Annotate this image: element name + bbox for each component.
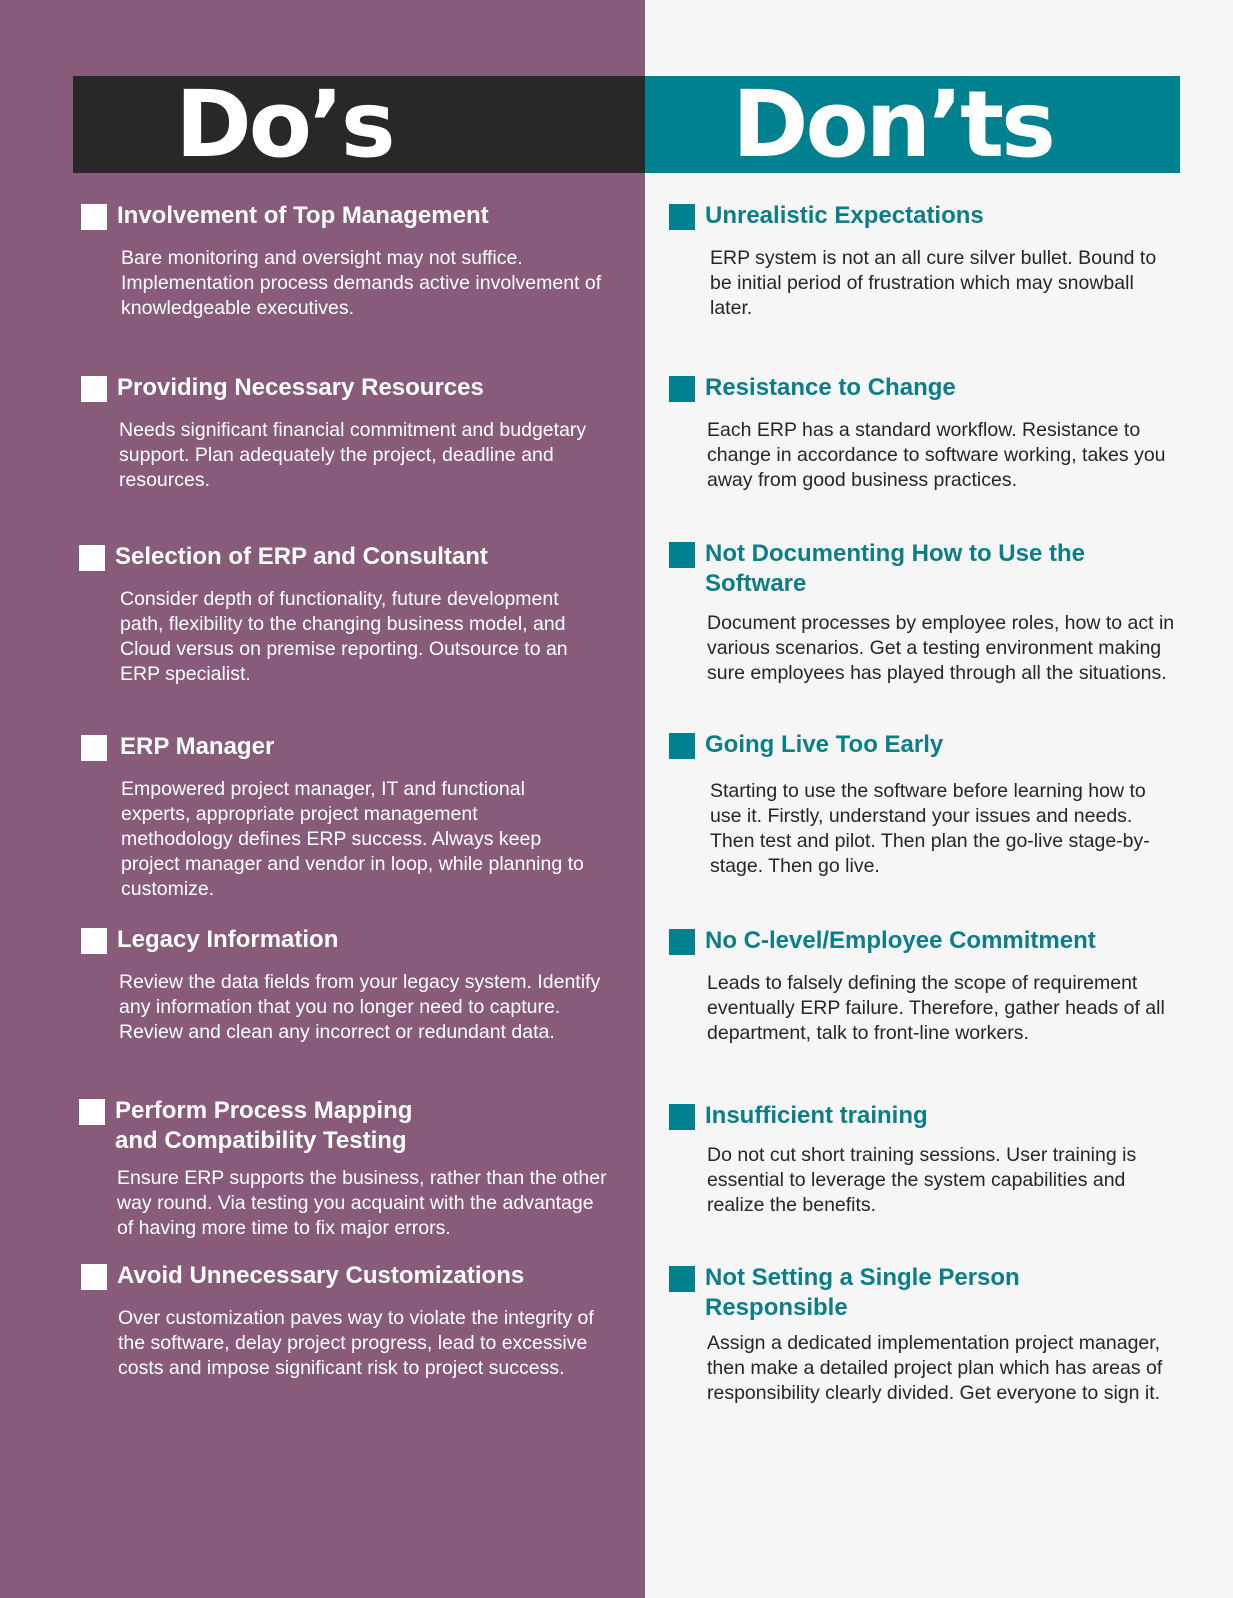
- dos-item-text: Review the data fields from your legacy system. Identify any information that you no longer need to capture. Review and clean any incorrect or redundant data.: [119, 971, 601, 1043]
- square-bullet-icon: [669, 1266, 695, 1292]
- dos-item: [81, 201, 621, 321]
- donts-item: [669, 539, 1189, 686]
- dos-item-title: Providing Necessary Resources: [117, 374, 484, 401]
- checkbox-icon: [81, 1264, 107, 1290]
- donts-item-text: Document processes by employee roles, how to act in various scenarios. Get a testing environment making sure employees has played through all the situations.: [707, 612, 1175, 684]
- donts-item-text: Do not cut short training sessions. User training is essential to leverage the system capabilities and realize the benefits.: [707, 1144, 1137, 1216]
- donts-item: [669, 926, 1189, 1046]
- dos-item-title: Involvement of Top Management: [117, 202, 489, 229]
- donts-item-title: Not Documenting How to Use the Software: [705, 540, 1085, 597]
- square-bullet-icon: [669, 542, 695, 568]
- donts-item: [669, 373, 1189, 493]
- checkbox-icon: [81, 204, 107, 230]
- dos-item-title: Legacy Information: [117, 926, 339, 953]
- checkbox-icon: [81, 928, 107, 954]
- dos-item: [81, 732, 621, 902]
- donts-item-title: Insufficient training: [705, 1102, 928, 1129]
- dos-item-title: Selection of ERP and Consultant: [115, 543, 488, 570]
- checkbox-icon: [81, 376, 107, 402]
- donts-item-text: Starting to use the software before learning how to use it. Firstly, understand your issues and needs. Then test and pilot. Then plan the go-live stage-by-stage. Then go live.: [710, 780, 1150, 877]
- donts-item: [669, 730, 1189, 879]
- donts-item-title: Unrealistic Expectations: [705, 202, 984, 229]
- donts-item: [669, 1263, 1189, 1406]
- dos-item-text: Empowered project manager, IT and functional experts, appropriate project management methodology defines ERP success. Always keep project manager and vendor in loop, while planning to customize.: [121, 778, 584, 900]
- square-bullet-icon: [669, 1104, 695, 1130]
- dos-item-text: Consider depth of functionality, future development path, flexibility to the changing business model, and Cloud versus on premise reporting. Outsource to an ERP specialist.: [120, 588, 568, 685]
- donts-item: [669, 1101, 1189, 1218]
- checkbox-icon: [81, 735, 107, 761]
- donts-heading: Don’ts: [732, 70, 1053, 178]
- square-bullet-icon: [669, 376, 695, 402]
- square-bullet-icon: [669, 204, 695, 230]
- dos-item: [79, 1096, 619, 1241]
- checkbox-icon: [79, 1099, 105, 1125]
- dos-item: [81, 1261, 621, 1381]
- donts-item-text: Assign a dedicated implementation project manager, then make a detailed project plan which has areas of responsibility clearly divided. Get everyone to sign it.: [707, 1332, 1163, 1404]
- donts-item-text: ERP system is not an all cure silver bullet. Bound to be initial period of frustration which may snowball later.: [710, 247, 1157, 319]
- dos-item-title: Perform Process Mapping and Compatibility Testing: [115, 1097, 413, 1154]
- checkbox-icon: [79, 545, 105, 571]
- donts-banner: [645, 70, 1180, 178]
- dos-item-text: Ensure ERP supports the business, rather than the other way round. Via testing you acquaint with the advantage of having more time to fix major errors.: [117, 1167, 607, 1239]
- dos-item-title: Avoid Unnecessary Customizations: [117, 1262, 525, 1289]
- square-bullet-icon: [669, 733, 695, 759]
- square-bullet-icon: [669, 929, 695, 955]
- donts-item: [669, 201, 1189, 321]
- dos-item-text: Needs significant financial commitment and budgetary support. Plan adequately the project, deadline and resources.: [119, 419, 587, 491]
- dos-item-text: Over customization paves way to violate the integrity of the software, delay project progress, lead to excessive costs and impose significant risk to project success.: [118, 1307, 594, 1379]
- dos-heading: Do’s: [175, 70, 393, 178]
- dos-item-title: ERP Manager: [120, 733, 275, 760]
- donts-item-text: Leads to falsely defining the scope of requirement eventually ERP failure. Therefore, gather heads of all department, talk to front-line workers.: [707, 972, 1165, 1044]
- donts-item-title: Not Setting a Single Person Responsible: [705, 1264, 1020, 1321]
- donts-item-text: Each ERP has a standard workflow. Resistance to change in accordance to software working, takes you away from good business practices.: [707, 419, 1166, 491]
- dos-item: [79, 542, 619, 687]
- donts-item-title: No C-level/Employee Commitment: [705, 927, 1096, 954]
- donts-item-title: Going Live Too Early: [705, 731, 944, 758]
- dos-banner: [73, 70, 645, 178]
- dos-item-text: Bare monitoring and oversight may not suffice. Implementation process demands active involvement of knowledgeable executives.: [121, 247, 602, 319]
- donts-item-title: Resistance to Change: [705, 374, 956, 401]
- dos-item: [81, 925, 621, 1045]
- dos-item: [81, 373, 621, 493]
